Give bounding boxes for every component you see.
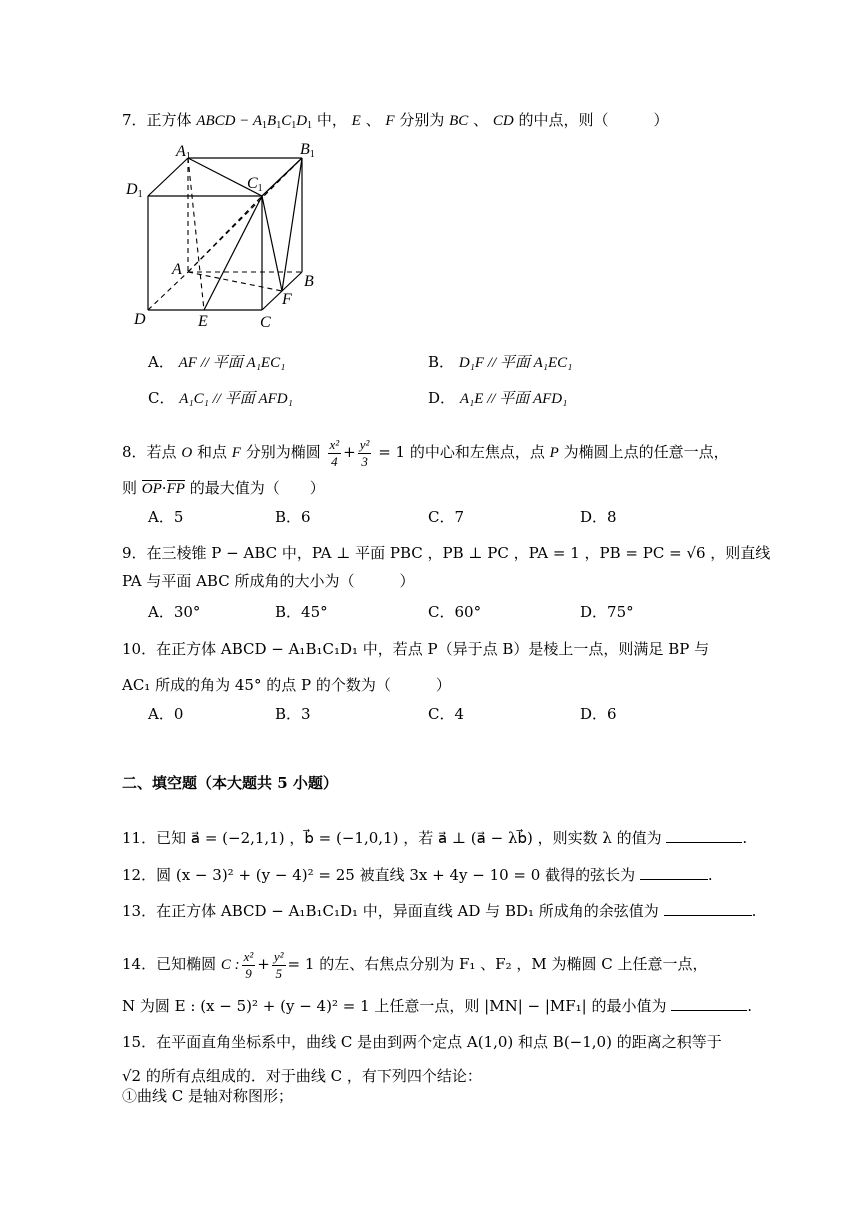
q9-option-b[interactable] [275, 602, 328, 622]
q8-frac-y [358, 437, 372, 470]
q10-line2: AC₁ 所成的角为 45° 的点 P 的个数为（ ） [122, 676, 451, 694]
q8-opt-label: D． [580, 508, 608, 526]
q8-text-e: 为椭圆上点的任意一点， [563, 443, 729, 461]
q10-opt-label: B． [275, 705, 302, 723]
q7-mid2: 分别为 [399, 111, 445, 129]
q7-option-c-label: C． [148, 389, 175, 407]
q10-opt-label: C． [428, 705, 455, 723]
q15-line1: 15．在平面直角坐标系中，曲线 C 是由到两个定点 A(1,0) 和点 B(−1,0) 的距离之积等于 [122, 1033, 722, 1051]
q14-text-c: N 为圆 E : (x − 5)² + (y − 4)² = 1 上任意一点，则 |MN| − |MF₁| 的最小值为 [122, 997, 667, 1015]
q12-answer-blank[interactable] [640, 863, 708, 880]
q13-text: 13．在正方体 ABCD − A₁B₁C₁D₁ 中，异面直线 AD 与 BD₁ 所成角的余弦值为 [122, 902, 659, 920]
section-fill-in-title: 二、填空题（本大题共 5 小题） [122, 774, 338, 792]
label-e: E [198, 313, 208, 330]
q9-opt-value: 30° [173, 603, 201, 621]
q8-dot: · [161, 479, 167, 497]
q8-frac-x [328, 437, 342, 470]
q8-frac-x-den: 4 [331, 453, 338, 469]
q7-option-a[interactable] [148, 352, 285, 373]
q14-frac-x [242, 949, 256, 982]
q12-text: 12．圆 (x − 3)² + (y − 4)² = 25 被直线 3x + 4y − 10 = 0 截得的弦长为 [122, 866, 636, 884]
q10-opt-value: 3 [301, 705, 311, 723]
label-f: F [282, 291, 292, 308]
q8-text-c: 分别为椭圆 [245, 443, 321, 461]
q7-cd: CD [492, 113, 514, 129]
q10-option-d[interactable] [580, 704, 617, 724]
q10-option-c[interactable] [428, 704, 464, 724]
q8-option-b[interactable] [275, 507, 311, 527]
q8-vector-op: OP [141, 481, 162, 497]
q14-frac-y-num: y² [273, 948, 284, 964]
q9-opt-label: D． [580, 603, 608, 621]
label-d: D [134, 311, 146, 328]
q7-option-d-label: D． [428, 389, 456, 407]
q8-p: P [549, 445, 559, 461]
q7-sep: 、 [365, 111, 381, 129]
q14-line1 [122, 944, 708, 985]
q7-option-a-text: AF // 平面 A₁EC₁ [178, 355, 286, 371]
q10-opt-value: 4 [454, 705, 465, 723]
q8-opt-label: A． [148, 508, 174, 526]
q7-end: 的中点，则（ ） [518, 111, 669, 129]
q9-option-a[interactable] [148, 602, 200, 622]
q11-answer-blank[interactable] [666, 826, 742, 843]
q12-end: . [707, 866, 713, 884]
q7-option-d[interactable] [428, 388, 567, 409]
q7-prefix: 7．正方体 [122, 111, 192, 129]
q14-end: . [747, 997, 753, 1015]
q9-opt-value: 60° [454, 603, 482, 621]
q10-opt-label: D． [580, 705, 608, 723]
q7-option-b-label: B． [428, 353, 455, 371]
q9-opt-value: 75° [607, 603, 634, 621]
label-d1: D1 [126, 181, 143, 200]
q9-opt-label: A． [148, 603, 174, 621]
q11-end: . [742, 829, 748, 847]
q10-option-a[interactable] [148, 704, 183, 724]
q14-frac-y-den: 5 [275, 965, 282, 981]
q8-frac-y-den: 3 [361, 453, 368, 469]
q8-line2 [122, 478, 325, 499]
q8-line1 [122, 432, 729, 473]
q8-opt-label: C． [428, 508, 455, 526]
label-c1: C1 [247, 175, 263, 194]
q7-option-b[interactable] [428, 352, 572, 373]
label-a1: A1 [176, 143, 191, 162]
q7-e: E [351, 113, 361, 129]
q7-option-c[interactable] [148, 388, 293, 409]
q10-opt-label: A． [148, 705, 174, 723]
q8-vector-fp: FP [166, 481, 185, 497]
label-a: A [172, 261, 182, 278]
q8-text-d: 的中心和左焦点，点 [409, 443, 545, 461]
q8-plus: + [343, 443, 356, 461]
q7-option-d-text: A₁E // 平面 AFD₁ [459, 391, 568, 407]
q7-cube-body: ABCD − A [196, 113, 263, 129]
q8-option-d[interactable] [580, 507, 617, 527]
q7-cube-figure [120, 138, 330, 338]
q9-opt-label: C． [428, 603, 455, 621]
q8-option-a[interactable] [148, 507, 183, 527]
q10-opt-value: 0 [173, 705, 184, 723]
q14-text-b: 的左、右焦点分别为 F₁ 、F₂ ，M 为椭圆 C 上任意一点， [319, 955, 708, 973]
q14-text-a: 14．已知椭圆 [122, 955, 217, 973]
q10-option-b[interactable] [275, 704, 311, 724]
q7-bc: BC [449, 113, 469, 129]
q8-o: O [181, 445, 193, 461]
q10-line1: 10．在正方体 ABCD − A₁B₁C₁D₁ 中，若点 P（异于点 B）是棱上一点，则满足 BP 与 [122, 640, 710, 658]
q7-f: F [385, 113, 395, 129]
q13-end: . [751, 902, 757, 920]
q7-option-c-text: A₁C₁ // 平面 AFD₁ [179, 391, 293, 407]
q7-option-a-label: A． [148, 353, 174, 371]
q9-opt-value: 45° [301, 603, 328, 621]
q10-opt-value: 6 [607, 705, 617, 723]
label-b1: B1 [300, 141, 315, 160]
q7-cube-name: ABCD − $A_1B_1C_1D_1$ [196, 113, 313, 131]
q8-line2-b: 的最大值为（ ） [189, 479, 325, 497]
label-c: C [260, 314, 271, 331]
q8-text-a: 8．若点 [122, 443, 177, 461]
q14-answer-blank[interactable] [671, 994, 747, 1011]
q12 [122, 863, 713, 885]
q9-line2: PA 与平面 ABC 所成角的大小为（ ） [122, 572, 415, 590]
q7-mid1: 中， [316, 111, 347, 129]
q9-option-c[interactable] [428, 602, 481, 622]
q7-sep2: 、 [473, 111, 489, 129]
q14-c-label: C : [220, 957, 240, 973]
q14-frac-x-den: 9 [245, 965, 252, 981]
q14-eq: = 1 [287, 955, 315, 973]
q14-frac-y [272, 949, 286, 982]
q8-opt-value: 5 [173, 508, 184, 526]
q9-opt-label: B． [275, 603, 302, 621]
q8-f: F [231, 445, 241, 461]
q15-line2: √2 的所有点组成的．对于曲线 C ，有下列四个结论： [122, 1067, 482, 1085]
q8-opt-value: 6 [301, 508, 311, 526]
q14-line2 [122, 994, 752, 1016]
q7-option-b-text: D₁F // 平面 A₁EC₁ [458, 355, 573, 371]
q8-eq: = 1 [378, 443, 406, 461]
q8-text-b: 和点 [196, 443, 227, 461]
q9-line1: 9．在三棱锥 P − ABC 中，PA ⊥ 平面 PBC ，PB ⊥ PC ，PA = 1 ，PB = PC = √6 ，则直线 [122, 544, 771, 562]
q11-text: 11．已知 a⃗ = (−2,1,1) ，b⃗ = (−1,0,1) ，若 a⃗ ⊥ (a⃗ − λb⃗) ，则实数 λ 的值为 [122, 829, 662, 847]
q8-opt-label: B． [275, 508, 302, 526]
label-b: B [304, 273, 314, 290]
q15-line3: ①曲线 C 是轴对称图形； [122, 1087, 294, 1105]
q11 [122, 826, 747, 848]
q8-frac-x-num: x² [329, 436, 340, 452]
q8-option-c[interactable] [428, 507, 464, 527]
q13 [122, 899, 756, 921]
q8-frac-y-num: y² [359, 436, 370, 452]
q8-opt-value: 8 [607, 508, 617, 526]
q14-plus: + [257, 955, 270, 973]
q9-option-d[interactable] [580, 602, 634, 622]
q7-stem [122, 110, 669, 136]
q8-line2-a: 则 [122, 479, 138, 497]
q13-answer-blank[interactable] [664, 899, 752, 916]
q8-opt-value: 7 [454, 508, 465, 526]
q14-frac-x-num: x² [243, 948, 254, 964]
